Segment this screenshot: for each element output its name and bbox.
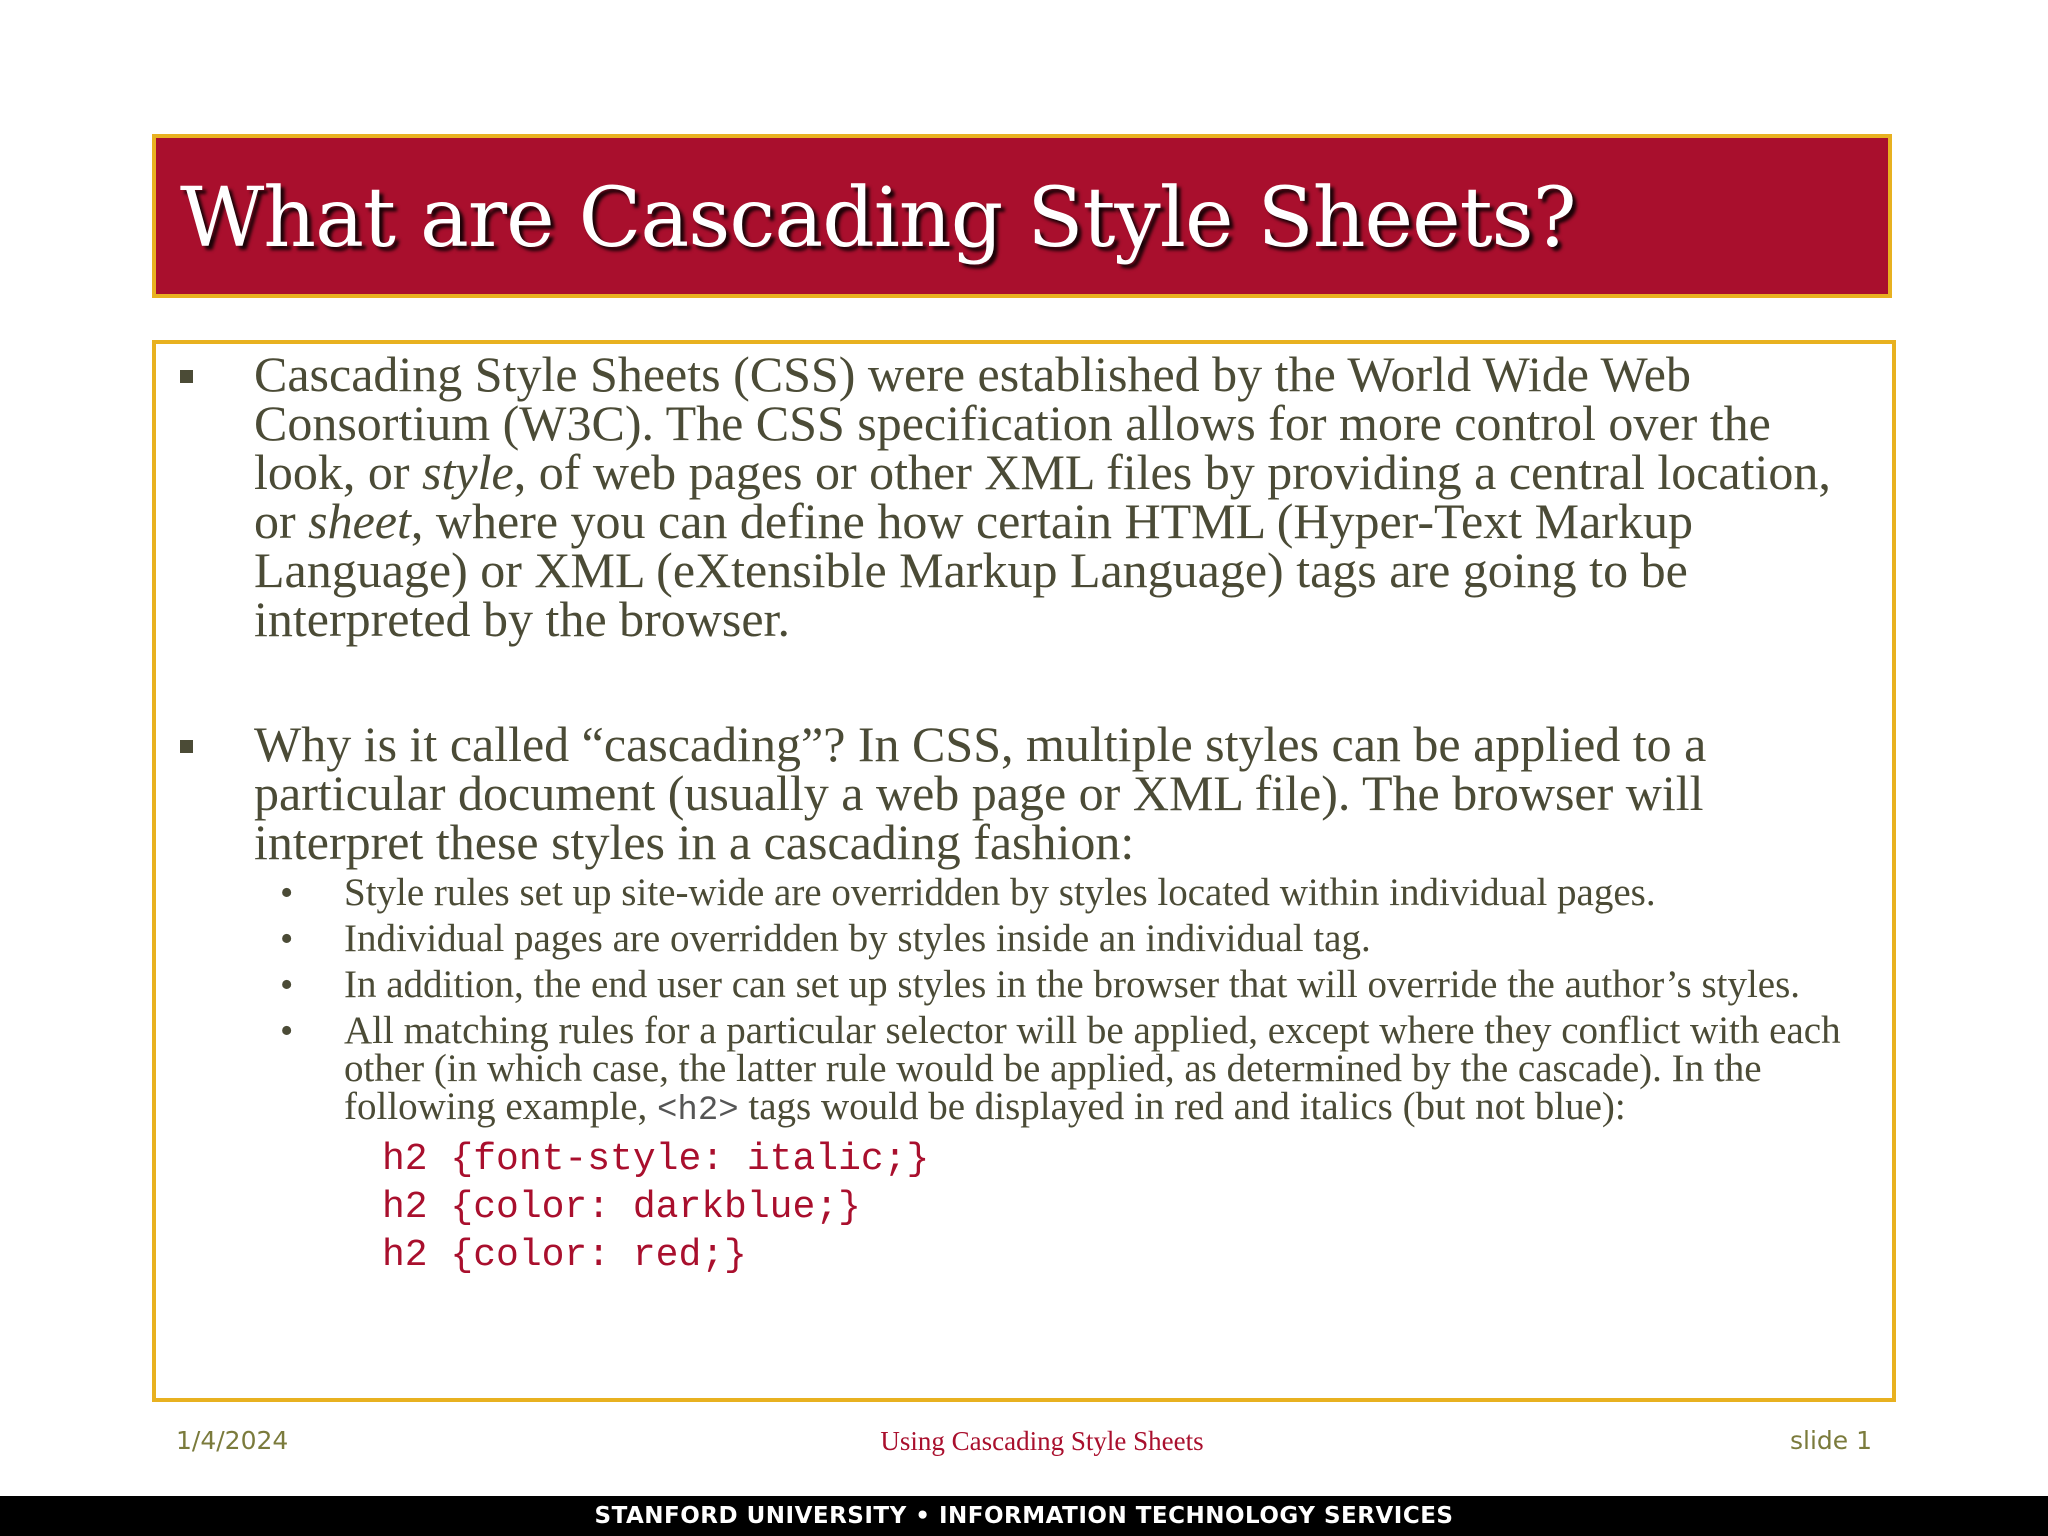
- sub-bullet: [156, 871, 1872, 914]
- bottom-banner: [0, 1496, 2048, 1536]
- bullet-text-emphasis-sheet: sheet: [308, 493, 411, 549]
- dot-bullet-icon: •: [280, 1010, 294, 1052]
- bullet-text-emphasis-style: style: [422, 444, 514, 500]
- code-line: h2 {color: darkblue;}: [382, 1186, 861, 1229]
- sub-bullet: [156, 1009, 1872, 1280]
- sub-bullet-text: [344, 1009, 1872, 1130]
- slide-content-box: [152, 340, 1896, 1402]
- square-bullet-icon: [180, 740, 193, 753]
- footer-date: 1/4/2024: [176, 1426, 289, 1455]
- dot-bullet-icon: •: [280, 964, 294, 1006]
- bullet-text: Why is it called “cascading”? In CSS, multiple styles can be applied to a particular document (usually a web page or XML file). The browser will interpret these styles in a cascading fashion:: [254, 716, 1707, 870]
- dot-bullet-icon: •: [280, 872, 294, 914]
- bullet-text-part: , where you can define how certain HTML (Hyper-Text Markup Language) or XML (eXtensible Markup Language) tags are going to be interpreted by the browser.: [254, 493, 1693, 647]
- bullet-text-part: Cascading Style Sheets (CSS) were established by the World Wide Web Consortium (W3C). The CSS specification allows for more control over the look, or: [254, 346, 1771, 500]
- sub-bullet: [156, 917, 1872, 960]
- bullet-css-definition: [180, 346, 1872, 647]
- inline-code-h2: <h2>: [657, 1092, 739, 1130]
- code-line: h2 {color: red;}: [382, 1234, 747, 1277]
- square-bullet-icon: [180, 370, 193, 383]
- bullet-text-part: , of web pages or other XML files by providing a central location, or: [254, 444, 1831, 549]
- sub-bullet-text: Individual pages are overridden by styles inside an individual tag.: [344, 917, 1371, 960]
- bullet-text: [254, 346, 1872, 647]
- bullet-why-cascading: [180, 716, 1872, 870]
- dot-bullet-icon: •: [280, 918, 294, 960]
- sub-bullet: [156, 963, 1872, 1006]
- sub-bullet-list: [156, 871, 1872, 1288]
- sub-bullet-text-part: tags would be displayed in red and italics (but not blue):: [738, 1085, 1626, 1128]
- code-example: [382, 1136, 1872, 1280]
- sub-bullet-text: In addition, the end user can set up styles in the browser that will override the author’s styles.: [344, 963, 1801, 1006]
- footer-title: Using Cascading Style Sheets: [880, 1426, 1204, 1456]
- sub-bullet-text-part: All matching rules for a particular selector will be applied, except where they conflict with each other (in which case, the latter rule would be applied, as determined by the cascade). In the following example,: [344, 1009, 1841, 1128]
- footer-slide-number: slide 1: [1789, 1426, 1872, 1455]
- sub-bullet-text: Style rules set up site-wide are overridden by styles located within individual pages.: [344, 871, 1656, 914]
- slide-title: What are Cascading Style Sheets?: [180, 171, 1576, 266]
- slide-title-bar: [152, 134, 1892, 298]
- banner-text: STANFORD UNIVERSITY • INFORMATION TECHNOLOGY SERVICES: [594, 1503, 1454, 1529]
- code-line: h2 {font-style: italic;}: [382, 1138, 930, 1181]
